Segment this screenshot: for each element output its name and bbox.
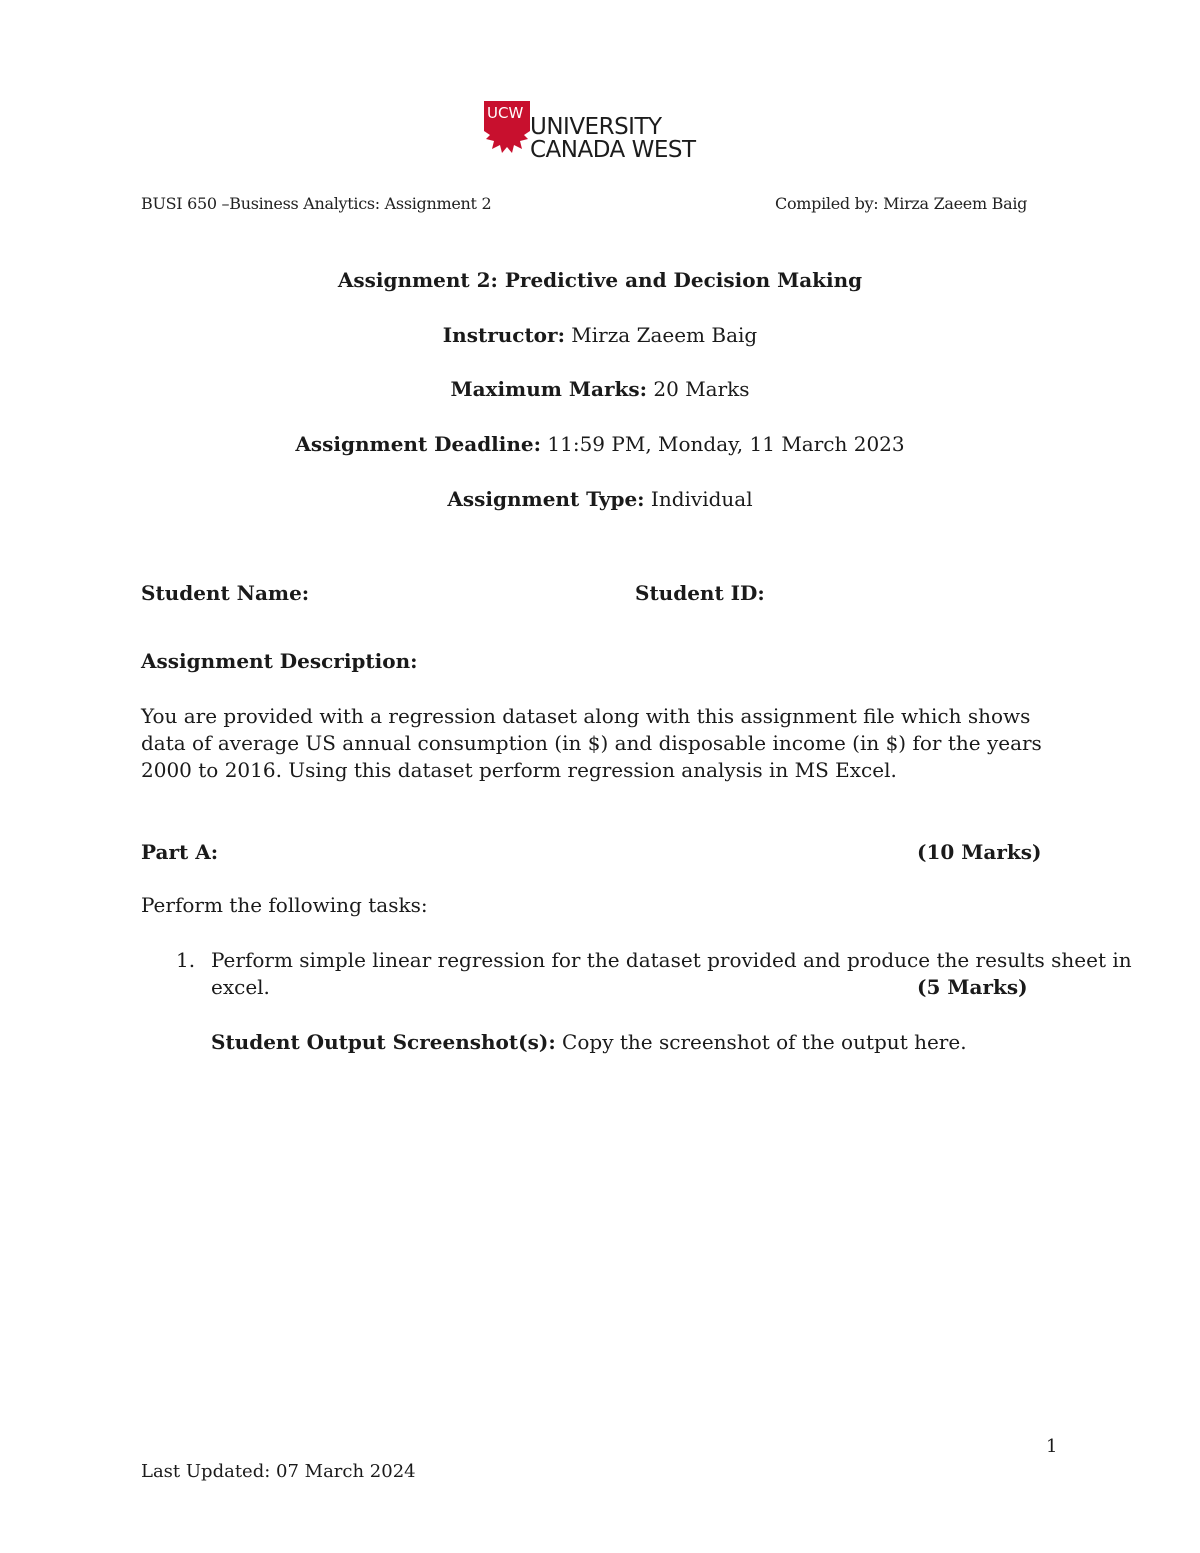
output-line (211, 1030, 967, 1054)
student-name-label: Student Name: (141, 581, 310, 605)
logo-line-university: UNIVERSITY (530, 114, 662, 140)
task-1-number: 1. (176, 948, 196, 972)
maple-leaf-badge-icon (484, 101, 530, 161)
last-updated: Last Updated: 07 March 2024 (141, 1461, 416, 1482)
deadline-line (0, 432, 1200, 456)
instructor-value: Mirza Zaeem Baig (564, 323, 758, 347)
task-1-line-2: excel. (211, 975, 270, 999)
header-course: BUSI 650 –Business Analytics: Assignment 2 (141, 194, 492, 213)
part-a-heading: Part A: (141, 840, 219, 864)
type-line (0, 487, 1200, 511)
part-a-marks: (10 Marks) (917, 840, 1042, 864)
marks-value: 20 Marks (647, 377, 750, 401)
part-a-intro: Perform the following tasks: (141, 893, 428, 917)
type-label: Assignment Type: (447, 487, 645, 511)
page-number: 1 (1046, 1436, 1058, 1457)
page-title: Assignment 2: Predictive and Decision Making (337, 268, 863, 292)
marks-line (0, 377, 1200, 401)
marks-label: Maximum Marks: (450, 377, 648, 401)
type-value: Individual (644, 487, 753, 511)
output-text: Copy the screenshot of the output here. (555, 1030, 967, 1054)
logo-line-canada-west: CANADA WEST (530, 137, 696, 163)
description-heading: Assignment Description: (141, 649, 418, 673)
deadline-label: Assignment Deadline: (295, 432, 542, 456)
description-text: You are provided with a regression dataset along with this assignment file which shows data of average US annual consumption (in $) and disposable income (in $) for the years 2000 to 2016. Using this dataset perform regression analysis in MS Excel. (141, 704, 1042, 782)
instructor-line (0, 323, 1200, 347)
header-compiled-by: Compiled by: Mirza Zaeem Baig (775, 194, 1028, 213)
logo-badge-text: UCW (487, 104, 524, 122)
instructor-label: Instructor: (442, 323, 565, 347)
university-logo (484, 101, 720, 161)
task-1-marks: (5 Marks) (917, 975, 1028, 999)
task-1-line-1: Perform simple linear regression for the dataset provided and produce the results sheet in (211, 948, 1132, 972)
deadline-value: 11:59 PM, Monday, 11 March 2023 (541, 432, 905, 456)
student-id-label: Student ID: (635, 581, 765, 605)
output-label: Student Output Screenshot(s): (211, 1030, 556, 1054)
